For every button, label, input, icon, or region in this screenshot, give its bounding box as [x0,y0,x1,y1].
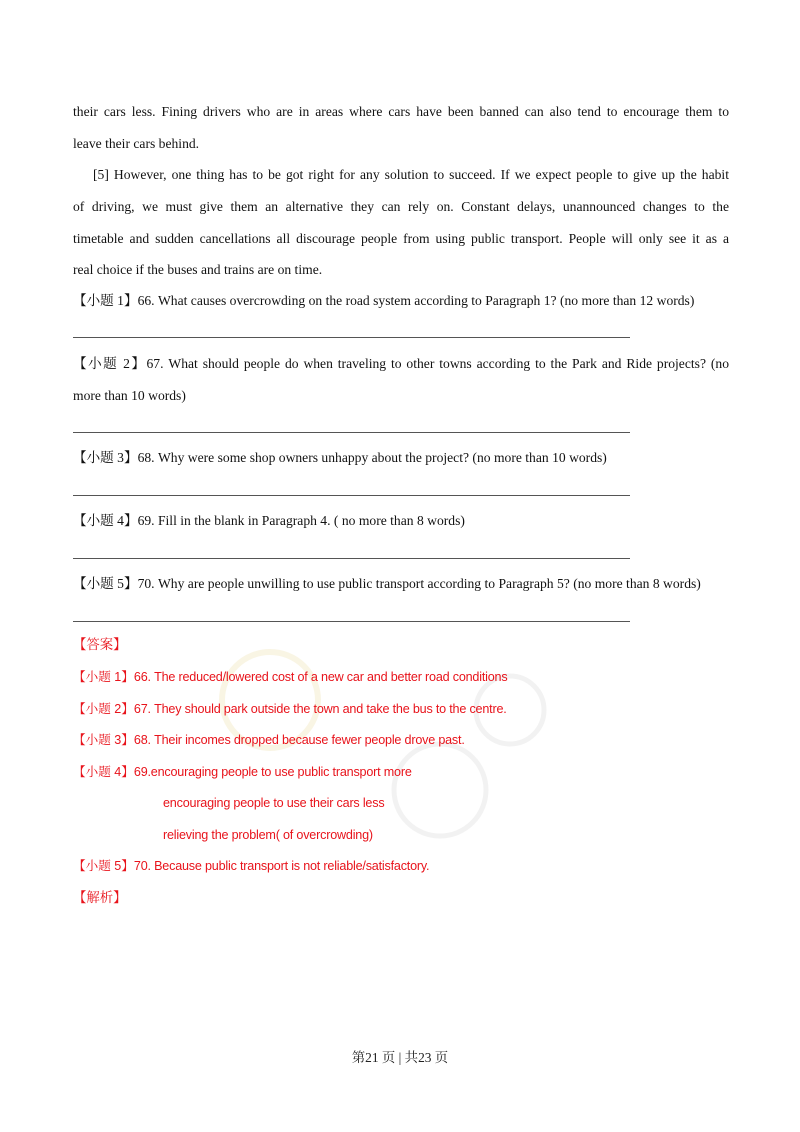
question-5 [73,575,729,593]
question-4 [73,512,729,530]
passage-line: real choice if the buses and trains are on time. [73,262,323,277]
question-2-continued: more than 10 words) [73,388,186,403]
passage-line: [5] However, one thing has to be got right for any solution to succeed. If we expect people to give up the habit [93,167,729,182]
answer-2 [73,700,729,718]
answer-blank-line[interactable] [73,337,630,338]
answer-blank-line[interactable] [73,432,630,433]
question-text: 67. What should people do when traveling to other towns according to the Park and Ride projects? (no [146,356,729,371]
answer-4-alternative: encouraging people to use their cars less [163,796,385,810]
question-1 [73,292,729,310]
answer-text: 68. Their incomes dropped because fewer people drove past. [133,733,465,747]
question-tag: 【小题 2】 [73,356,147,371]
question-tag: 【小题 1】 [73,293,138,308]
answer-heading: 【答案】 [73,637,127,652]
answer-text: 66. The reduced/lowered cost of a new car and better road conditions [133,670,508,684]
answer-tag: 【小题 1】 [73,670,134,684]
question-3 [73,449,729,467]
question-text: 70. Why are people unwilling to use public transport according to Paragraph 5? (no more than 8 words) [137,576,701,591]
question-tag: 【小题 3】 [73,450,138,465]
question-tag: 【小题 4】 [73,513,138,528]
question-tag: 【小题 5】 [73,576,138,591]
answer-blank-line[interactable] [73,558,630,559]
answer-4 [73,763,729,781]
passage-line: of driving, we must give them an alternative they can rely on. Constant delays, unannounced changes to the [73,199,729,214]
answer-text: 69.encouraging people to use public transport more [133,765,412,779]
answer-tag: 【小题 4】 [73,765,134,779]
answer-4-alternative: relieving the problem( of overcrowding) [163,828,373,842]
page-footer: 第21 页 | 共23 页 [351,1050,449,1065]
answer-tag: 【小题 2】 [73,702,134,716]
passage-line: their cars less. Fining drivers who are in areas where cars have been banned can also tend to encourage them to [73,104,729,119]
answer-3 [73,731,729,749]
question-text: 66. What causes overcrowding on the road system according to Paragraph 1? (no more than 12 words) [137,293,695,308]
answer-text: 67. They should park outside the town and take the bus to the centre. [133,702,507,716]
passage-line: leave their cars behind. [73,136,200,151]
question-text: 68. Why were some shop owners unhappy about the project? (no more than 10 words) [137,450,607,465]
answer-5 [73,857,729,875]
question-text: 69. Fill in the blank in Paragraph 4. ( no more than 8 words) [137,513,465,528]
passage-line: timetable and sudden cancellations all discourage people from using public transport. People will only see it as a [73,231,729,246]
answer-tag: 【小题 5】 [73,859,134,873]
analysis-heading: 【解析】 [73,890,127,905]
answer-tag: 【小题 3】 [73,733,134,747]
question-2 [73,355,729,373]
answer-1 [73,668,729,686]
answer-blank-line[interactable] [73,495,630,496]
answer-blank-line[interactable] [73,621,630,622]
answer-text: 70. Because public transport is not reliable/satisfactory. [133,859,430,873]
